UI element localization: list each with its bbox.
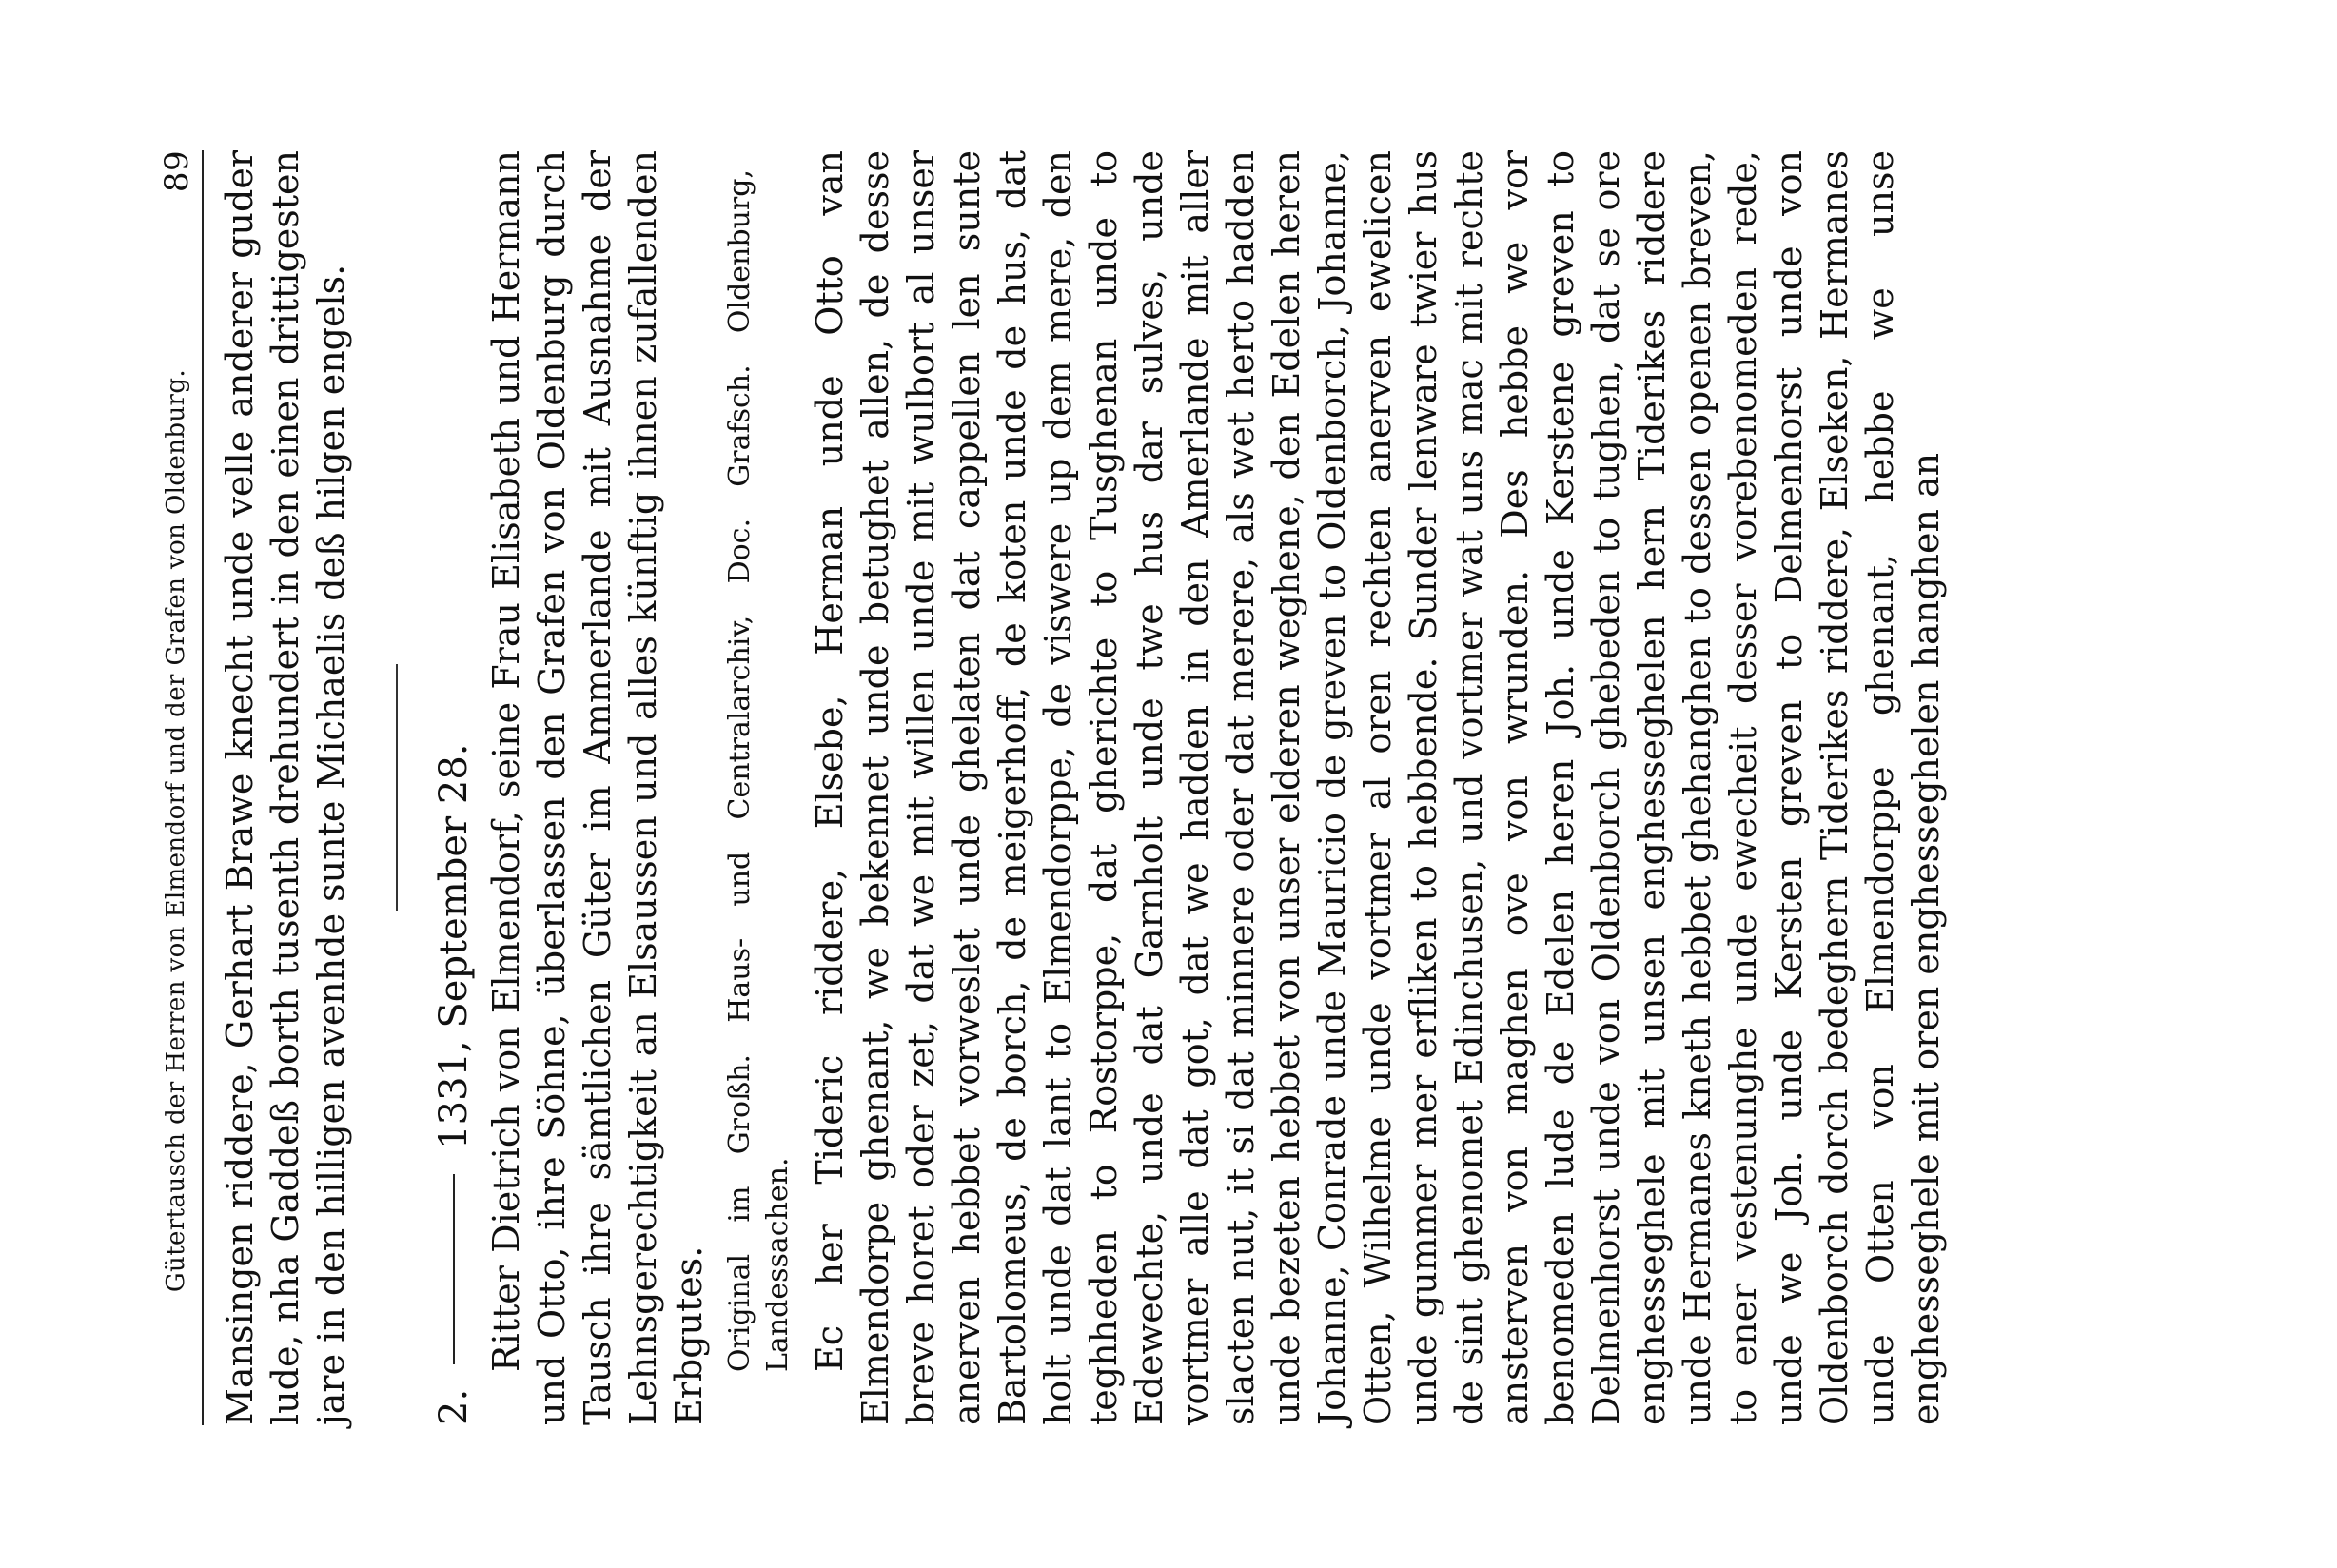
running-title: Gütertausch der Herren von Elmendorf und der Grafen von Oldenburg.: [162, 368, 190, 1293]
source-note: Original im Großh. Haus- und Centralarchiv, Doc. Grafsch. Oldenburg, Landessachen.: [723, 169, 795, 1372]
document-summary: Ritter Dietrich von Elmendorf, seine Frau Elisabeth und Hermann und Otto, ihre Söhne, überlassen den Grafen von Oldenburg durch Tausch ihre sämtlichen Güter im Ammerlande mit Ausnahme der Lehnsgerechtigkeit an Elsaussen und alles künftig ihnen zufallenden Erbgutes.: [485, 150, 710, 1425]
document-number: 2.: [432, 1388, 476, 1425]
page-number: 89: [158, 150, 196, 193]
page-header: [158, 150, 200, 1425]
continuation-paragraph: Mansingen riddere, Gerhart Brawe knecht unde velle anderer guder lude, nha Gaddeß borth tusenth drehundert in den einen drittigesten jare in den hilligen avenhde sunte Michaelis deß hilgen engels.: [219, 150, 352, 1425]
section-divider: [396, 664, 398, 911]
header-rule: [202, 150, 204, 1425]
document-date: 1331, September 28.: [432, 743, 476, 1149]
document-heading: [430, 150, 478, 1425]
heading-dash: [453, 1174, 455, 1364]
main-text: [217, 150, 1949, 1425]
document-body: Ec her Tideric riddere, Elsebe, Herman unde Otto van Elmendorpe ghenant, we bekennet unde betughet allen, de desse breve horet oder zet, dat we mit willen unde mit wulbort al unser anerven hebbet vorweslet unde ghelaten dat cappellen len sunte Bartolomeus, de borch, de meigerhoff, de koten unde de hus, dat holt unde dat lant to Elmendorppe, de viswere up dem mere, den teghheden to Rostorppe, dat gherichte to Tusghenan unde to Edewechte, unde dat Garnholt unde twe hus dar sulves, unde vortmer alle dat got, dat we hadden in den Amerlande mit aller slacten nut, it si dat minnere oder dat merere, als wet herto hadden unde bezeten hebbet von unser elderen weghene, den Edelen heren Johanne, Conrade unde Mauricio de greven to Oldenborch, Johanne, Otten, Wilhelme unde vortmer al oren rechten anerven ewelicen unde gummer mer erfliken to hebbende. Sunder lenware twier hus de sint ghenomet Edinchusen, und vortmer wat uns mac mit rechte ansterven von maghen ove von wrunden. Des hebbe we vor benomeden lude de Edelen heren Joh. unde Kerstene greven to Delmenhorst unde von Oldenborch ghebeden to tughen, dat se ore enghesseghele mit unsen enghesseghelen hern Tiderikes riddere unde Hermanes kneth hebbet ghehanghen to dessen openen breven, to ener vestenunghe unde ewecheit desser vorebenomeden rede, unde we Joh. unde Kersten greven to Delmenhorst unde von Oldenborch dorch bedeghern Tiderikes riddere, Elseken, Hermanes unde Otten von Elmendorppe ghenant, hebbe we unse enghesseghele mit oren enghesseghelen hanghen an: [809, 150, 1947, 1425]
